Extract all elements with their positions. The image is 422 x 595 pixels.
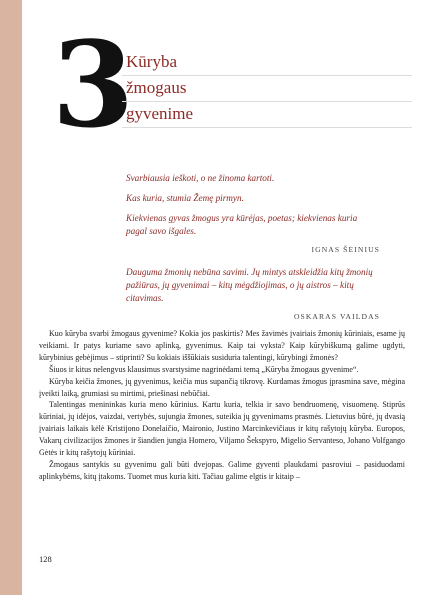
epigraph-line: Kas kuria, stumia Žemę pirmyn.: [126, 193, 244, 203]
paragraph: Žmogaus santykis su gyvenimu gali būti dvejopas. Galime gyventi plaukdami pasroviui – pasiduodami aplinkybėms, kitų įtakoms. Tuomet mus kuria kiti. Tačiau galime elgtis ir kitaip –: [39, 459, 405, 481]
chapter-title-line: žmogaus: [122, 76, 412, 102]
epigraph-author: IGNAS ŠEINIUS: [311, 245, 380, 254]
body-text: [39, 328, 405, 483]
paragraph: Talentingas menininkas kuria meno kūrinius. Kartu kuria, telkia ir savo bendruomenę, visuomenę. Stiprūs kūriniai, jų idėjos, vaizdai, vertybės, sujungia žmones, suteikia jų gyvenimams prasmės. Lietuvius būrė, jų dvasią įvairiais laikais kėlė Kristijono Donelaičio, Maironio, Justino Marcinkevičiaus ir kitų rašytojų kūryba. Europos, Vakarų civilizacijos žmones ir šiandien jungia Homero, Viljamo Šekspyro, Migelio Servanteso, Johano Volfgango Gėtės ir kitų rašytojų kūriniai.: [39, 400, 405, 458]
page-margin-bar: [0, 0, 22, 595]
page-number: 128: [39, 554, 52, 564]
chapter-title-line: gyvenime: [122, 102, 412, 128]
epigraph-line: Svarbiausia ieškoti, o ne žinoma kartoti.: [126, 173, 275, 183]
chapter-title-line: Kūryba: [122, 50, 412, 76]
book-page: [22, 0, 422, 595]
epigraphs: [126, 172, 380, 333]
epigraph-author: OSKARAS VAILDAS: [293, 312, 380, 321]
paragraph: Šiuos ir kitus nelengvus klausimus svarstysime nagrinėdami temą „Kūryba žmogaus gyvenime“.: [49, 364, 359, 374]
chapter-number: 3: [52, 15, 135, 154]
epigraph-line: Dauguma žmonių nebūna savimi. Jų mintys atskleidžia kitų žmonių pažiūras, jų gyvenimai – kitų mėgdžiojimas, o jų aistros – kitų citavimas.: [126, 267, 373, 303]
paragraph: Kūryba keičia žmones, jų gyvenimus, keičia mus supančią tikrovę. Kurdamas žmogus įprasmina save, mėgina įveikti laiką, grumiasi su mirtimi, priešinasi nebūčiai.: [39, 376, 405, 398]
epigraph-line: Kiekvienas gyvas žmogus yra kūrėjas, poetas; kiekvienas kuria pagal savo išgales.: [126, 213, 358, 236]
paragraph: Kuo kūryba svarbi žmogaus gyvenime? Kokia jos paskirtis? Mes žavimės įvairiais žmonių kūriniais, esame jų veikiami. Ir patys kuriame savo aplinką, gyvenimus. Kaip tai vyksta? Kaip kūrybiškumą galime ugdyti, kūrybinius gebėjimus – stiprinti? Su kokiais iššūkiais susiduria talentingi, kūrybingi žmonės?: [39, 329, 405, 362]
chapter-title: [122, 50, 412, 128]
